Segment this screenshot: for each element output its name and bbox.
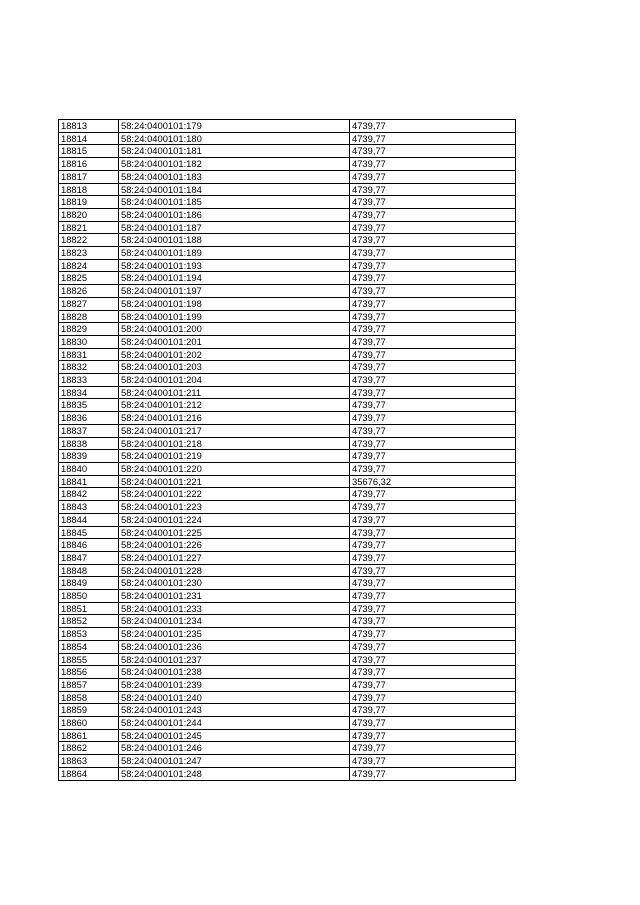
table-row [59,742,516,755]
value-cell: 35676,32 [350,475,516,488]
cadastral-number-cell: 58:24:0400101:227 [119,551,350,564]
cadastral-number-cell: 58:24:0400101:240 [119,691,350,704]
table-row [59,259,516,272]
row-number-cell: 18820 [59,208,119,221]
row-number-cell: 18856 [59,666,119,679]
value-cell: 4739,77 [350,285,516,298]
row-number-cell: 18834 [59,386,119,399]
cadastral-number-cell: 58:24:0400101:235 [119,628,350,641]
value-cell: 4739,77 [350,526,516,539]
table-row [59,170,516,183]
row-number-cell: 18838 [59,437,119,450]
cadastral-number-cell: 58:24:0400101:211 [119,386,350,399]
cadastral-number-cell: 58:24:0400101:243 [119,704,350,717]
row-number-cell: 18824 [59,259,119,272]
row-number-cell: 18858 [59,691,119,704]
value-cell: 4739,77 [350,120,516,133]
row-number-cell: 18825 [59,272,119,285]
cadastral-number-cell: 58:24:0400101:222 [119,488,350,501]
cadastral-number-cell: 58:24:0400101:216 [119,412,350,425]
value-cell: 4739,77 [350,755,516,768]
row-number-cell: 18847 [59,551,119,564]
value-cell: 4739,77 [350,145,516,158]
row-number-cell: 18843 [59,501,119,514]
value-cell: 4739,77 [350,335,516,348]
cadastral-number-cell: 58:24:0400101:189 [119,247,350,260]
row-number-cell: 18848 [59,564,119,577]
cadastral-number-cell: 58:24:0400101:223 [119,501,350,514]
cadastral-number-cell: 58:24:0400101:180 [119,132,350,145]
table-row [59,602,516,615]
table-row [59,678,516,691]
table-row [59,437,516,450]
table-row [59,386,516,399]
value-cell: 4739,77 [350,602,516,615]
value-cell: 4739,77 [350,551,516,564]
value-cell: 4739,77 [350,628,516,641]
cadastral-number-cell: 58:24:0400101:199 [119,310,350,323]
table-row [59,590,516,603]
table-row [59,412,516,425]
table-row [59,335,516,348]
value-cell: 4739,77 [350,361,516,374]
row-number-cell: 18846 [59,539,119,552]
row-number-cell: 18860 [59,717,119,730]
table-row [59,424,516,437]
value-cell: 4739,77 [350,691,516,704]
cadastral-number-cell: 58:24:0400101:193 [119,259,350,272]
cadastral-number-cell: 58:24:0400101:203 [119,361,350,374]
cadastral-number-cell: 58:24:0400101:246 [119,742,350,755]
table-row [59,348,516,361]
table-row [59,615,516,628]
table-row [59,475,516,488]
cadastral-number-cell: 58:24:0400101:218 [119,437,350,450]
table-row [59,145,516,158]
row-number-cell: 18864 [59,767,119,780]
row-number-cell: 18850 [59,590,119,603]
table-row [59,399,516,412]
row-number-cell: 18841 [59,475,119,488]
row-number-cell: 18854 [59,640,119,653]
row-number-cell: 18844 [59,513,119,526]
cadastral-number-cell: 58:24:0400101:220 [119,462,350,475]
table-row [59,462,516,475]
table-row [59,158,516,171]
value-cell: 4739,77 [350,742,516,755]
cadastral-number-cell: 58:24:0400101:247 [119,755,350,768]
value-cell: 4739,77 [350,374,516,387]
cadastral-number-cell: 58:24:0400101:202 [119,348,350,361]
table-row [59,729,516,742]
value-cell: 4739,77 [350,234,516,247]
cadastral-number-cell: 58:24:0400101:219 [119,450,350,463]
table-row [59,653,516,666]
row-number-cell: 18836 [59,412,119,425]
value-cell: 4739,77 [350,323,516,336]
value-cell: 4739,77 [350,158,516,171]
value-cell: 4739,77 [350,729,516,742]
row-number-cell: 18816 [59,158,119,171]
value-cell: 4739,77 [350,488,516,501]
value-cell: 4739,77 [350,221,516,234]
row-number-cell: 18818 [59,183,119,196]
cadastral-number-cell: 58:24:0400101:226 [119,539,350,552]
cadastral-number-cell: 58:24:0400101:221 [119,475,350,488]
cadastral-number-cell: 58:24:0400101:233 [119,602,350,615]
table-row [59,297,516,310]
cadastral-number-cell: 58:24:0400101:225 [119,526,350,539]
value-cell: 4739,77 [350,767,516,780]
table-row [59,323,516,336]
cadastral-number-cell: 58:24:0400101:187 [119,221,350,234]
cadastral-number-cell: 58:24:0400101:179 [119,120,350,133]
row-number-cell: 18840 [59,462,119,475]
value-cell: 4739,77 [350,539,516,552]
value-cell: 4739,77 [350,653,516,666]
cadastral-number-cell: 58:24:0400101:183 [119,170,350,183]
row-number-cell: 18839 [59,450,119,463]
value-cell: 4739,77 [350,297,516,310]
row-number-cell: 18813 [59,120,119,133]
value-cell: 4739,77 [350,501,516,514]
value-cell: 4739,77 [350,513,516,526]
value-cell: 4739,77 [350,437,516,450]
cadastral-number-cell: 58:24:0400101:239 [119,678,350,691]
value-cell: 4739,77 [350,183,516,196]
cadastral-number-cell: 58:24:0400101:204 [119,374,350,387]
row-number-cell: 18822 [59,234,119,247]
row-number-cell: 18833 [59,374,119,387]
row-number-cell: 18827 [59,297,119,310]
value-cell: 4739,77 [350,590,516,603]
table-row [59,132,516,145]
cadastral-number-cell: 58:24:0400101:194 [119,272,350,285]
value-cell: 4739,77 [350,247,516,260]
cadastral-table [58,119,516,781]
value-cell: 4739,77 [350,462,516,475]
table-row [59,374,516,387]
table-row [59,564,516,577]
value-cell: 4739,77 [350,412,516,425]
cadastral-number-cell: 58:24:0400101:228 [119,564,350,577]
cadastral-number-cell: 58:24:0400101:185 [119,196,350,209]
table-row [59,539,516,552]
value-cell: 4739,77 [350,678,516,691]
cadastral-number-cell: 58:24:0400101:236 [119,640,350,653]
cadastral-number-cell: 58:24:0400101:197 [119,285,350,298]
row-number-cell: 18863 [59,755,119,768]
row-number-cell: 18814 [59,132,119,145]
cadastral-number-cell: 58:24:0400101:224 [119,513,350,526]
value-cell: 4739,77 [350,577,516,590]
cadastral-number-cell: 58:24:0400101:231 [119,590,350,603]
row-number-cell: 18855 [59,653,119,666]
cadastral-number-cell: 58:24:0400101:188 [119,234,350,247]
value-cell: 4739,77 [350,666,516,679]
value-cell: 4739,77 [350,208,516,221]
table-row [59,120,516,133]
table-row [59,285,516,298]
row-number-cell: 18823 [59,247,119,260]
table-row [59,666,516,679]
value-cell: 4739,77 [350,170,516,183]
value-cell: 4739,77 [350,272,516,285]
value-cell: 4739,77 [350,399,516,412]
value-cell: 4739,77 [350,615,516,628]
row-number-cell: 18835 [59,399,119,412]
table-row [59,704,516,717]
row-number-cell: 18845 [59,526,119,539]
table-row [59,767,516,780]
table-body [59,120,516,781]
table-row [59,488,516,501]
table-row [59,577,516,590]
value-cell: 4739,77 [350,424,516,437]
row-number-cell: 18842 [59,488,119,501]
row-number-cell: 18857 [59,678,119,691]
cadastral-number-cell: 58:24:0400101:181 [119,145,350,158]
cadastral-number-cell: 58:24:0400101:182 [119,158,350,171]
cadastral-number-cell: 58:24:0400101:186 [119,208,350,221]
cadastral-number-cell: 58:24:0400101:234 [119,615,350,628]
row-number-cell: 18849 [59,577,119,590]
value-cell: 4739,77 [350,310,516,323]
value-cell: 4739,77 [350,196,516,209]
row-number-cell: 18828 [59,310,119,323]
cadastral-number-cell: 58:24:0400101:230 [119,577,350,590]
value-cell: 4739,77 [350,564,516,577]
row-number-cell: 18826 [59,285,119,298]
table-row [59,717,516,730]
table-row [59,513,516,526]
row-number-cell: 18817 [59,170,119,183]
value-cell: 4739,77 [350,132,516,145]
table-row [59,196,516,209]
row-number-cell: 18832 [59,361,119,374]
row-number-cell: 18851 [59,602,119,615]
value-cell: 4739,77 [350,348,516,361]
table-row [59,234,516,247]
table-row [59,501,516,514]
table-row [59,183,516,196]
cadastral-number-cell: 58:24:0400101:184 [119,183,350,196]
row-number-cell: 18815 [59,145,119,158]
table-row [59,526,516,539]
table-row [59,640,516,653]
row-number-cell: 18830 [59,335,119,348]
cadastral-number-cell: 58:24:0400101:248 [119,767,350,780]
value-cell: 4739,77 [350,640,516,653]
table-row [59,208,516,221]
cadastral-number-cell: 58:24:0400101:244 [119,717,350,730]
cadastral-number-cell: 58:24:0400101:217 [119,424,350,437]
row-number-cell: 18821 [59,221,119,234]
row-number-cell: 18819 [59,196,119,209]
table-row [59,272,516,285]
cadastral-number-cell: 58:24:0400101:200 [119,323,350,336]
cadastral-number-cell: 58:24:0400101:201 [119,335,350,348]
table-row [59,450,516,463]
cadastral-number-cell: 58:24:0400101:237 [119,653,350,666]
row-number-cell: 18859 [59,704,119,717]
row-number-cell: 18829 [59,323,119,336]
row-number-cell: 18831 [59,348,119,361]
cadastral-number-cell: 58:24:0400101:198 [119,297,350,310]
value-cell: 4739,77 [350,704,516,717]
cadastral-number-cell: 58:24:0400101:245 [119,729,350,742]
row-number-cell: 18853 [59,628,119,641]
cadastral-number-cell: 58:24:0400101:212 [119,399,350,412]
row-number-cell: 18861 [59,729,119,742]
value-cell: 4739,77 [350,450,516,463]
value-cell: 4739,77 [350,717,516,730]
cadastral-number-cell: 58:24:0400101:238 [119,666,350,679]
row-number-cell: 18837 [59,424,119,437]
value-cell: 4739,77 [350,259,516,272]
table-row [59,247,516,260]
table-row [59,361,516,374]
table-row [59,310,516,323]
table-row [59,755,516,768]
value-cell: 4739,77 [350,386,516,399]
table-row [59,551,516,564]
table-row [59,691,516,704]
row-number-cell: 18852 [59,615,119,628]
table-row [59,628,516,641]
row-number-cell: 18862 [59,742,119,755]
table-row [59,221,516,234]
